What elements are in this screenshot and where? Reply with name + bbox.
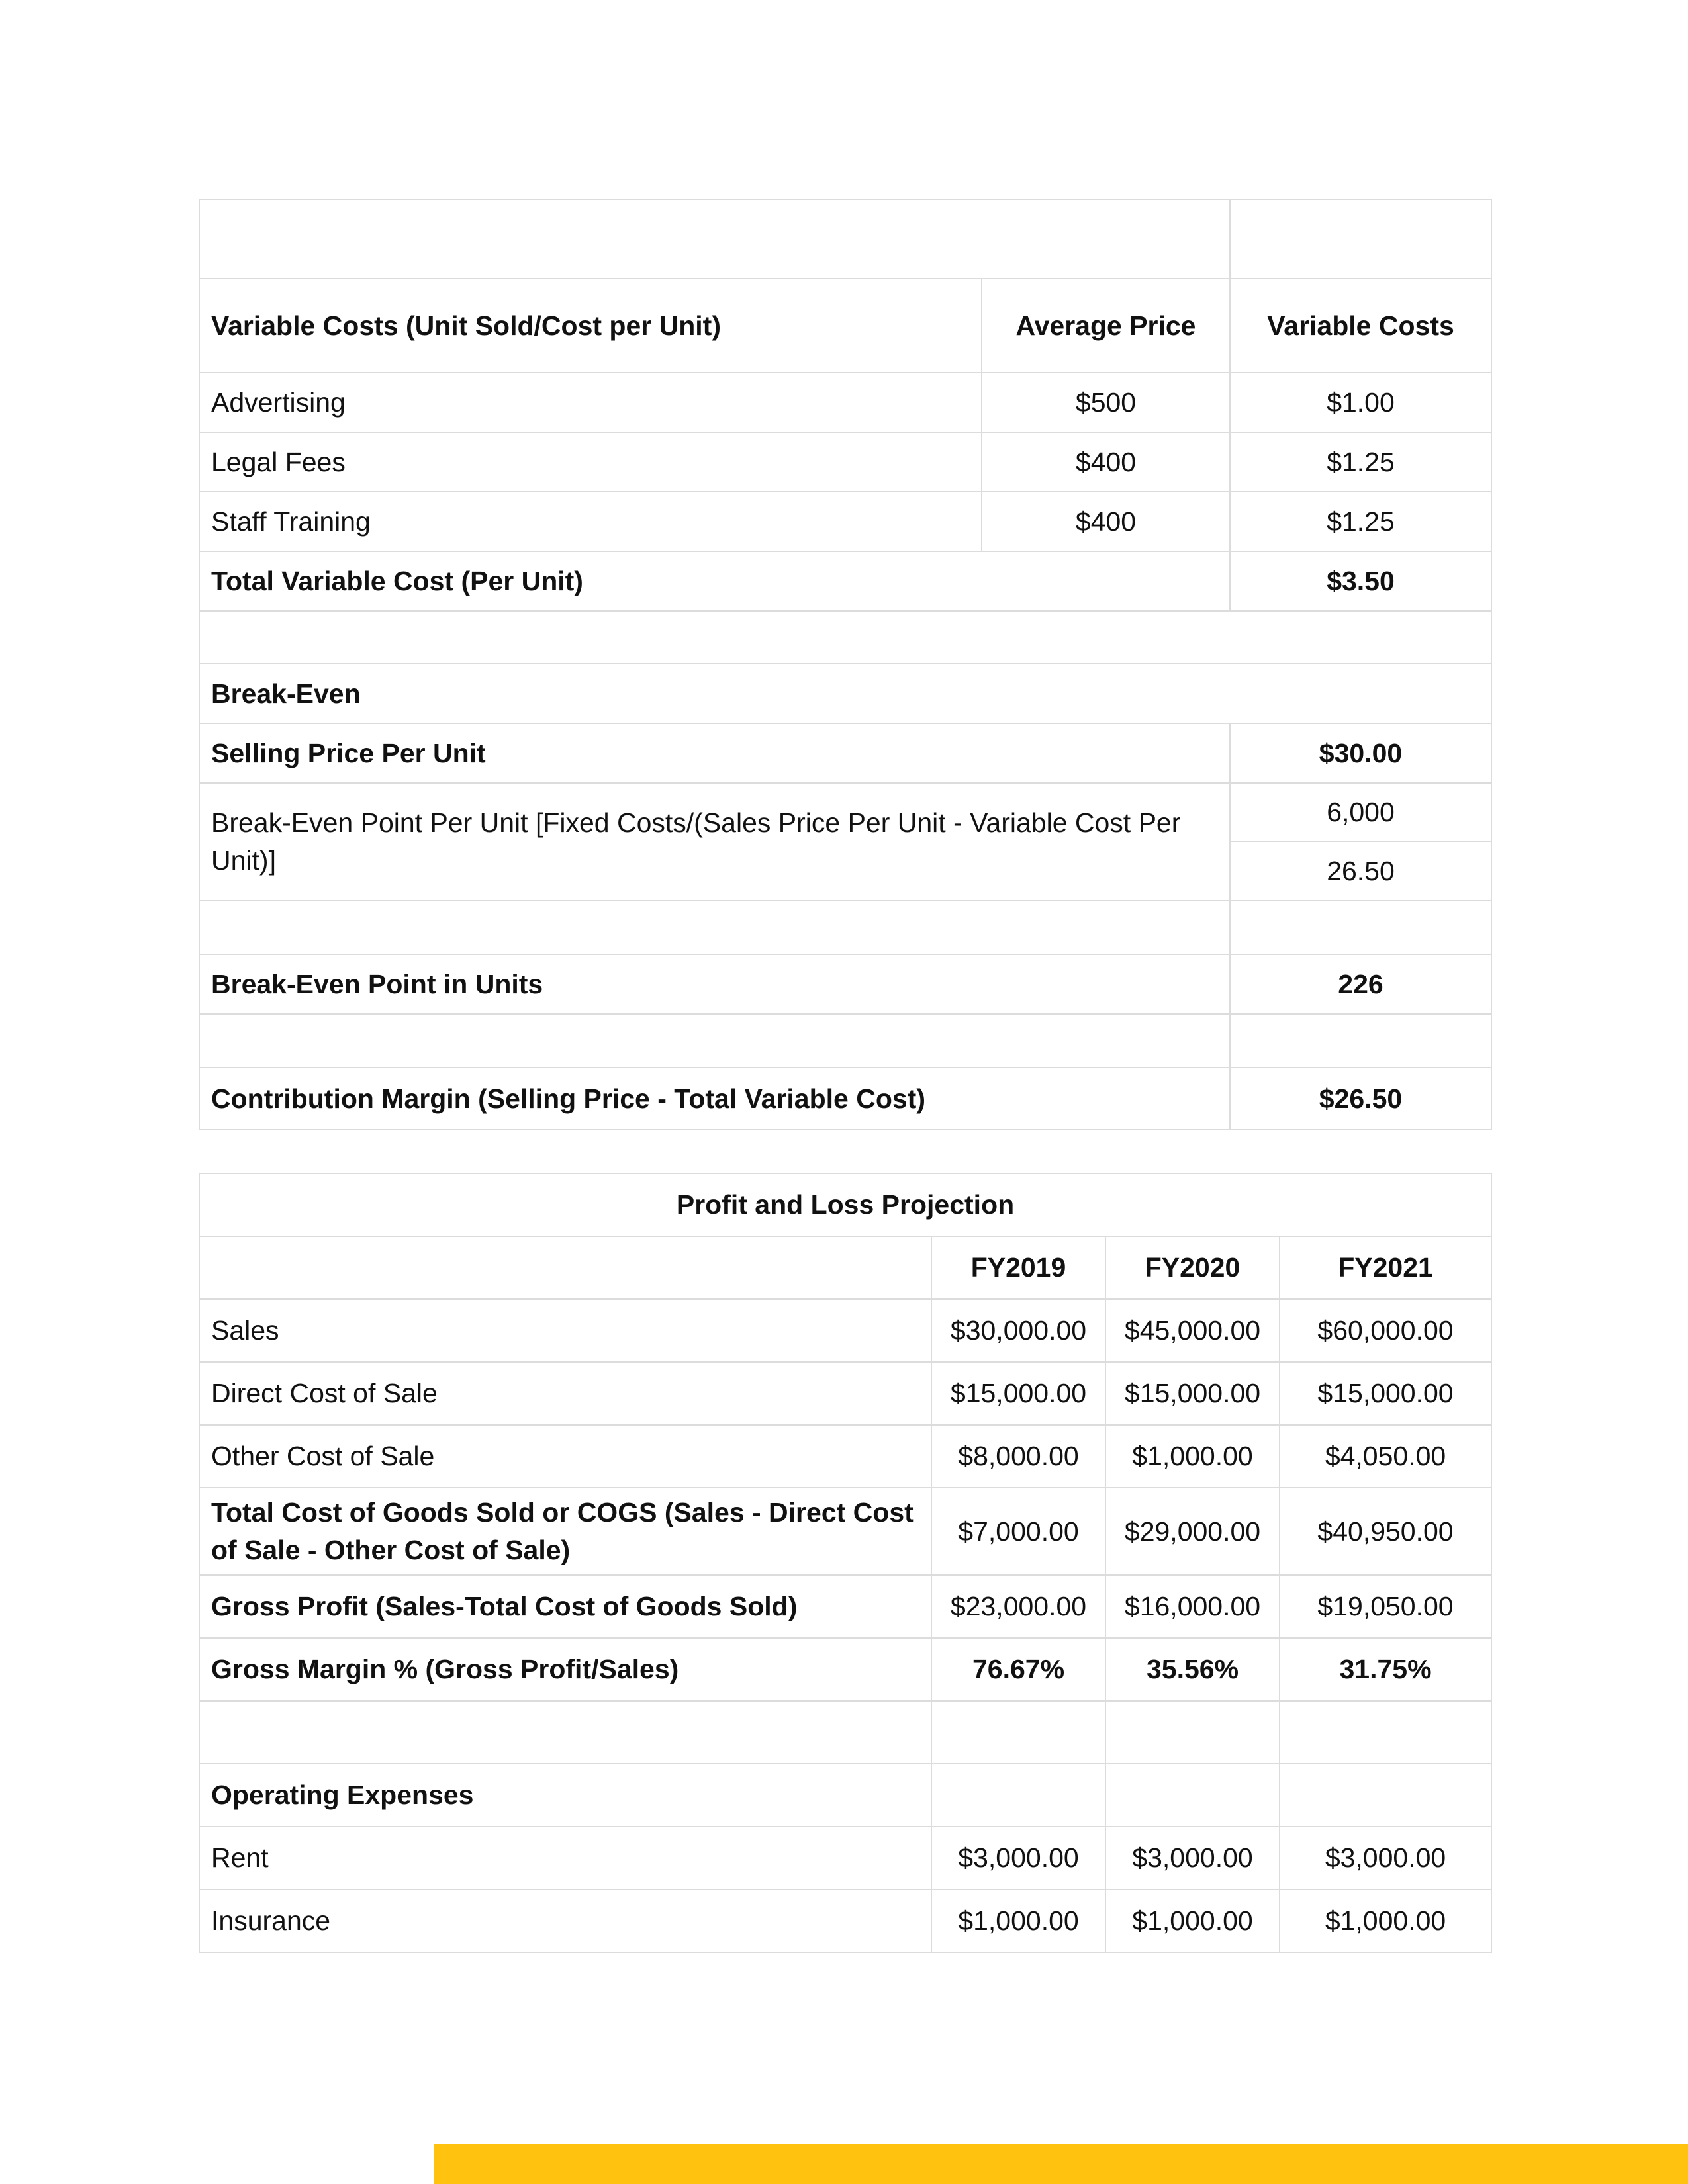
empty-cell: [199, 611, 1491, 664]
spacer-row: [199, 199, 1491, 279]
row-value: $3,000.00: [1280, 1827, 1491, 1889]
row-value: 35.56%: [1105, 1638, 1280, 1701]
row-label: Gross Profit (Sales-Total Cost of Goods Sold): [199, 1575, 931, 1638]
row-value: $15,000.00: [1105, 1362, 1280, 1425]
break-even-formula-label: Break-Even Point Per Unit [Fixed Costs/(Sales Price Per Unit - Variable Cost Per Unit)]: [199, 783, 1230, 901]
row-value: $45,000.00: [1105, 1299, 1280, 1362]
break-even-value-1: 6,000: [1230, 783, 1491, 842]
table-row: [199, 1425, 1491, 1488]
row-value: $1,000.00: [1280, 1889, 1491, 1952]
section-heading-row: [199, 1764, 1491, 1827]
contribution-margin-label: Contribution Margin (Selling Price - Total Variable Cost): [199, 1068, 1230, 1130]
empty-cell: [199, 199, 1230, 279]
header-average-price: Average Price: [982, 279, 1230, 373]
total-value: $3.50: [1230, 551, 1491, 611]
profit-loss-table: [199, 1173, 1492, 1953]
empty-cell: [931, 1701, 1105, 1764]
row-label: Staff Training: [199, 492, 982, 551]
row-price: $400: [982, 432, 1230, 492]
row-label: Sales: [199, 1299, 931, 1362]
empty-cell: [199, 1014, 1230, 1068]
row-value: $1,000.00: [1105, 1889, 1280, 1952]
table-row: [199, 432, 1491, 492]
table-row: [199, 1575, 1491, 1638]
header-label: Variable Costs (Unit Sold/Cost per Unit): [199, 279, 982, 373]
break-even-value-2: 26.50: [1230, 842, 1491, 901]
row-value: $1,000.00: [931, 1889, 1105, 1952]
empty-cell: [199, 1701, 931, 1764]
row-label: Total Cost of Goods Sold or COGS (Sales - Direct Cost of Sale - Other Cost of Sale): [199, 1488, 931, 1575]
year-header: FY2020: [1105, 1236, 1280, 1299]
table-row: [199, 373, 1491, 432]
row-label: Rent: [199, 1827, 931, 1889]
total-row: [199, 551, 1491, 611]
row-value: $15,000.00: [1280, 1362, 1491, 1425]
table-row: [199, 1488, 1491, 1575]
empty-cell: [1230, 1014, 1491, 1068]
row-price: $500: [982, 373, 1230, 432]
break-even-units-value: 226: [1230, 954, 1491, 1014]
row-label: Legal Fees: [199, 432, 982, 492]
pnl-title: Profit and Loss Projection: [199, 1173, 1491, 1236]
row-value: $29,000.00: [1105, 1488, 1280, 1575]
selling-price-label: Selling Price Per Unit: [199, 723, 1230, 783]
row-cost: $1.25: [1230, 492, 1491, 551]
row-value: $60,000.00: [1280, 1299, 1491, 1362]
row-value: $3,000.00: [1105, 1827, 1280, 1889]
contribution-margin-row: [199, 1068, 1491, 1130]
year-header: FY2019: [931, 1236, 1105, 1299]
row-value: 76.67%: [931, 1638, 1105, 1701]
row-value: $16,000.00: [1105, 1575, 1280, 1638]
break-even-formula-row: [199, 783, 1491, 842]
empty-cell: [1230, 901, 1491, 954]
row-label: Advertising: [199, 373, 982, 432]
row-label: Gross Margin % (Gross Profit/Sales): [199, 1638, 931, 1701]
table-row: [199, 492, 1491, 551]
row-value: $3,000.00: [931, 1827, 1105, 1889]
table-row: [199, 1827, 1491, 1889]
table-row: [199, 1889, 1491, 1952]
break-even-heading: Break-Even: [199, 664, 1491, 723]
break-even-units-row: [199, 954, 1491, 1014]
spacer-row: [199, 611, 1491, 664]
empty-cell: [1280, 1764, 1491, 1827]
selling-price-value: $30.00: [1230, 723, 1491, 783]
operating-expenses-heading: Operating Expenses: [199, 1764, 931, 1827]
empty-cell: [199, 901, 1230, 954]
footer-accent-bar: [434, 2144, 1688, 2184]
row-value: $8,000.00: [931, 1425, 1105, 1488]
spacer-row: [199, 1014, 1491, 1068]
row-value: $15,000.00: [931, 1362, 1105, 1425]
year-header: FY2021: [1280, 1236, 1491, 1299]
table-row: [199, 1362, 1491, 1425]
row-value: $40,950.00: [1280, 1488, 1491, 1575]
empty-cell: [1230, 199, 1491, 279]
row-value: $7,000.00: [931, 1488, 1105, 1575]
header-variable-costs: Variable Costs: [1230, 279, 1491, 373]
empty-cell: [931, 1764, 1105, 1827]
total-label: Total Variable Cost (Per Unit): [199, 551, 1230, 611]
table-row: [199, 1299, 1491, 1362]
empty-cell: [1105, 1764, 1280, 1827]
row-value: $19,050.00: [1280, 1575, 1491, 1638]
row-value: 31.75%: [1280, 1638, 1491, 1701]
row-value: $23,000.00: [931, 1575, 1105, 1638]
row-label: Other Cost of Sale: [199, 1425, 931, 1488]
empty-cell: [1105, 1701, 1280, 1764]
row-label: Insurance: [199, 1889, 931, 1952]
row-value: $4,050.00: [1280, 1425, 1491, 1488]
variable-costs-table: [199, 199, 1492, 1130]
section-heading-row: [199, 664, 1491, 723]
row-cost: $1.25: [1230, 432, 1491, 492]
selling-price-row: [199, 723, 1491, 783]
spacer-row: [199, 1701, 1491, 1764]
row-price: $400: [982, 492, 1230, 551]
empty-cell: [199, 1236, 931, 1299]
row-label: Direct Cost of Sale: [199, 1362, 931, 1425]
row-value: $30,000.00: [931, 1299, 1105, 1362]
contribution-margin-value: $26.50: [1230, 1068, 1491, 1130]
break-even-units-label: Break-Even Point in Units: [199, 954, 1230, 1014]
pnl-title-row: [199, 1173, 1491, 1236]
row-value: $1,000.00: [1105, 1425, 1280, 1488]
pnl-year-header-row: [199, 1236, 1491, 1299]
row-cost: $1.00: [1230, 373, 1491, 432]
table-row: [199, 1638, 1491, 1701]
empty-cell: [1280, 1701, 1491, 1764]
spacer-row: [199, 901, 1491, 954]
table-header-row: [199, 279, 1491, 373]
